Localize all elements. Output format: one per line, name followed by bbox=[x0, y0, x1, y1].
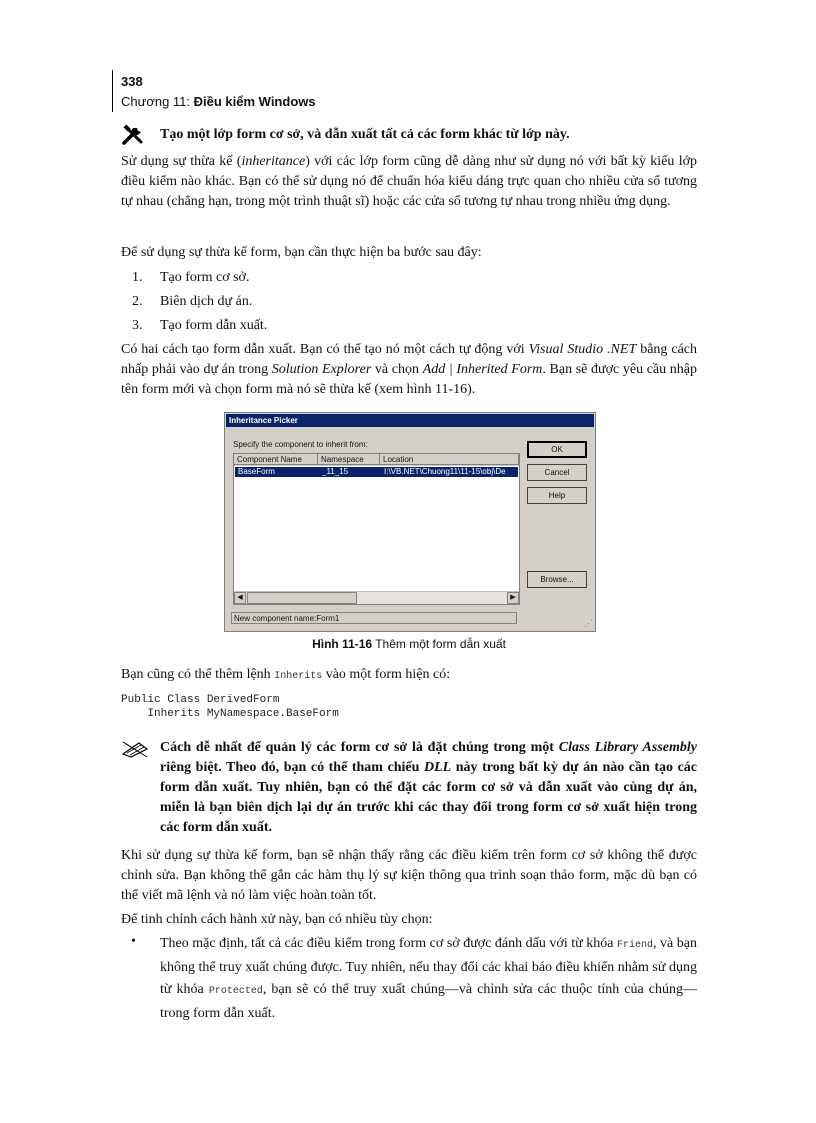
para1-part-a: Sử dụng sự thừa kế ( bbox=[121, 154, 242, 169]
para3-part-d: . Bạn sẽ được yêu cầu nhập tên form mới và chọn form mà nó sẽ thừa kế (xem hình 11-16). bbox=[121, 362, 697, 397]
paragraph-inherits bbox=[121, 665, 697, 687]
para3-emphasis-2: Solution Explorer bbox=[271, 362, 372, 377]
dialog-title: Inheritance Picker bbox=[226, 414, 594, 427]
code-block bbox=[121, 693, 339, 721]
chapter-title: Điều kiểm Windows bbox=[193, 94, 316, 109]
horizontal-scrollbar[interactable] bbox=[234, 591, 519, 604]
column-location[interactable]: Location bbox=[380, 454, 519, 465]
para4-part-b: vào một form hiện có: bbox=[322, 667, 451, 682]
step-number: 3. bbox=[132, 318, 143, 333]
bullet-part-b: , và bạn không thể truy xuất chúng được. Tuy nhiên, nếu thay đổi các khai báo điều khiển nhằm sử dụng từ khóa bbox=[160, 936, 697, 997]
chapter-heading bbox=[121, 94, 316, 109]
para1-part-b: ) với các lớp form cũng dễ dàng như sử dụng nó với bất kỳ kiểu lớp điều kiểm nào khác. Bạn có thể sử dụng nó để chuẩn hóa kiểu dáng trực quan cho nhiều cửa sổ tương tự nhau (chẳng hạn, trong một trình thuật sĩ) hoặc các cửa sổ tương tự nhau trong nhiều ứng dụng. bbox=[121, 154, 697, 209]
note-emphasis-2: DLL bbox=[423, 760, 452, 775]
para3-emphasis-1: Visual Studio .NET bbox=[528, 342, 637, 357]
caption-text: Thêm một form dẫn xuất bbox=[372, 637, 506, 651]
bullet-part-c: , bạn sẽ có thể truy xuất chúng—và chỉnh sửa các thuộc tính của chúng—trong form dẫn xuất. bbox=[160, 982, 698, 1021]
paragraph-derived-form bbox=[121, 340, 697, 400]
step-number: 2. bbox=[132, 294, 143, 309]
note-text bbox=[160, 738, 697, 838]
browse-button[interactable]: Browse... bbox=[527, 571, 587, 588]
note-emphasis-1: Class Library Assembly bbox=[558, 740, 697, 755]
note-part-b: riêng biệt. Theo đó, bạn có thể tham chiếu bbox=[160, 760, 424, 775]
inheritance-picker-dialog bbox=[224, 412, 596, 632]
resize-grip-icon[interactable]: ⋰ bbox=[584, 618, 593, 628]
para3-part-b: bằng cách nhấp phải vào dự án trong bbox=[121, 342, 697, 377]
step-text: Biên dịch dự án. bbox=[160, 294, 253, 309]
column-namespace[interactable]: Namespace bbox=[318, 454, 380, 465]
cancel-button[interactable]: Cancel bbox=[527, 464, 587, 481]
step-text: Tạo form dẫn xuất. bbox=[160, 318, 268, 333]
cell-location: I:\VB.NET\Chuong11\11-15\obj\De bbox=[384, 467, 506, 476]
note-part-a: Cách dễ nhất để quản lý các form cơ sở là đặt chúng trong một bbox=[160, 740, 559, 755]
note-icon bbox=[121, 740, 149, 758]
scroll-thumb[interactable] bbox=[247, 592, 357, 604]
paragraph-inheritance bbox=[121, 152, 697, 212]
new-component-name: New component name:Form1 bbox=[231, 612, 517, 624]
column-component-name[interactable]: Component Name bbox=[234, 454, 318, 465]
paragraph-options-intro: Để tinh chỉnh cách hành xử này, bạn có nhiều tùy chọn: bbox=[121, 912, 433, 927]
scroll-right-icon[interactable]: ▶ bbox=[507, 592, 519, 604]
header-rule bbox=[112, 70, 113, 112]
para3-emphasis-3: Add | Inherited Form bbox=[422, 362, 543, 377]
component-list[interactable] bbox=[233, 453, 520, 605]
scroll-left-icon[interactable]: ◀ bbox=[234, 592, 246, 604]
tip-text: Tạo một lớp form cơ sở, và dẫn xuất tất cả các form khác từ lớp này. bbox=[160, 127, 570, 142]
code-line: Inherits MyNamespace.BaseForm bbox=[121, 708, 339, 720]
inline-code: Friend bbox=[617, 940, 654, 951]
code-line: Public Class DerivedForm bbox=[121, 694, 280, 706]
inline-code: Protected bbox=[208, 986, 263, 997]
chapter-prefix: Chương 11: bbox=[121, 94, 194, 109]
paragraph-steps-intro: Để sử dụng sự thừa kế form, bạn cần thực hiện ba bước sau đây: bbox=[121, 245, 482, 260]
para4-part-a: Bạn cũng có thể thêm lệnh bbox=[121, 667, 275, 682]
step-text: Tạo form cơ sở. bbox=[160, 270, 250, 285]
note-part-c: này trong bất kỳ dự án nào cần tạo các form dẫn xuất. Tuy nhiên, bạn có thể đặt các form cơ sở và dẫn xuất vào cùng dự án, miễn là bạn biên dịch lại dự án trước khi các thay đổi trong form cơ sở xuất hiện trong các form dẫn xuất. bbox=[160, 760, 698, 835]
figure-caption bbox=[224, 637, 594, 651]
para1-emphasis: inheritance bbox=[241, 154, 306, 169]
para3-part-c: và chọn bbox=[371, 362, 423, 377]
cell-namespace: _11_15 bbox=[322, 467, 349, 476]
step-number: 1. bbox=[132, 270, 143, 285]
cell-name: BaseForm bbox=[238, 467, 275, 476]
dialog-label: Specify the component to inherit from: bbox=[233, 440, 368, 449]
caption-label: Hình 11-16 bbox=[312, 637, 373, 651]
inline-code: Inherits bbox=[274, 671, 323, 682]
paragraph-form-inheritance-usage: Khi sử dụng sự thừa kế form, bạn sẽ nhận thấy rằng các điều kiểm trên form cơ sở không thể được chỉnh sửa. Bạn không thể gắn các hàm thụ lý sự kiện thông qua trình soạn thảo form, mặc dù bạn có thể viết mã lệnh và nó làm việc hoàn toàn tốt. bbox=[121, 848, 697, 903]
bullet-item bbox=[160, 933, 697, 1025]
bullet-icon: • bbox=[131, 934, 136, 949]
para3-part-a: Có hai cách tạo form dẫn xuất. Bạn có thể tạo nó một cách tự động với bbox=[121, 342, 529, 357]
list-header bbox=[234, 454, 519, 466]
ok-button[interactable]: OK bbox=[527, 441, 587, 458]
help-button[interactable]: Help bbox=[527, 487, 587, 504]
bullet-part-a: Theo mặc định, tất cả các điều kiểm trong form cơ sở được đánh dấu với từ khóa bbox=[160, 936, 617, 951]
table-row[interactable] bbox=[235, 467, 518, 477]
page-number: 338 bbox=[121, 74, 143, 89]
tools-icon bbox=[121, 124, 147, 146]
